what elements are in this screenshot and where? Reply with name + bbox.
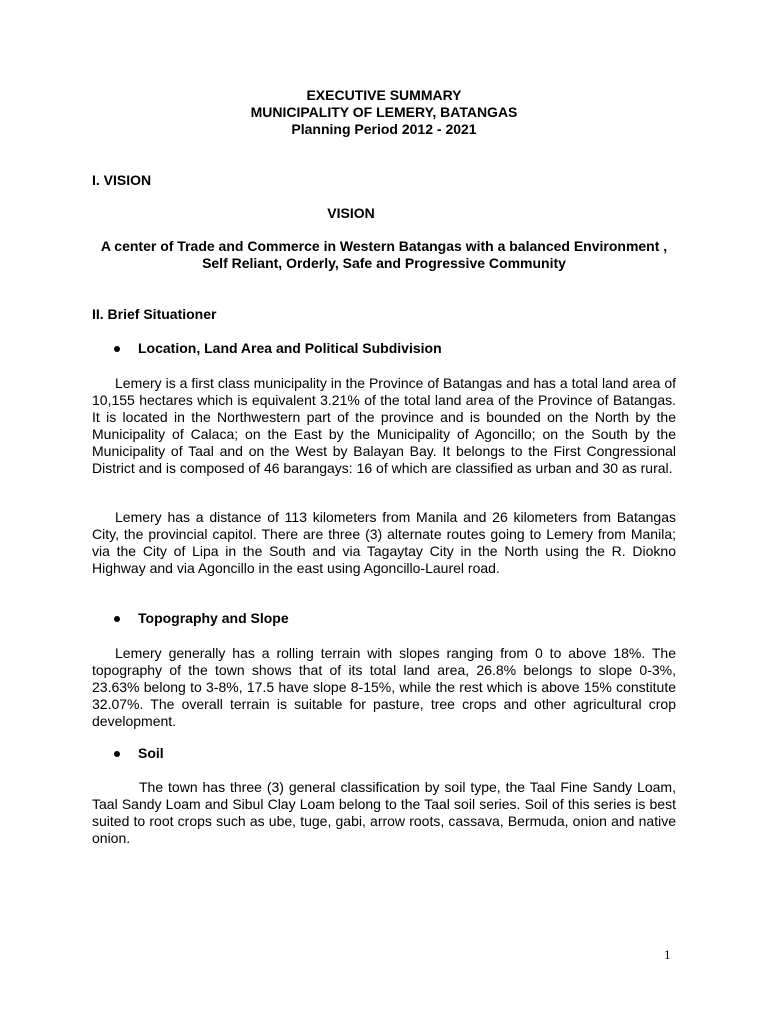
bullet-location (114, 340, 442, 357)
paragraph-soil: The town has three (3) general classification by soil type, the Taal Fine Sandy Loam, Taal Sandy Loam and Sibul Clay Loam belong to the Taal soil series. Soil of this series is best suited to root crops such as ube, tuge, gabi, arrow roots, cassava, Bermuda, onion and native onion. (92, 779, 676, 846)
document-title-block (0, 87, 768, 138)
bullet-soil (114, 745, 164, 762)
section-heading-vision: I. VISION (92, 172, 152, 188)
bullet-dot-icon (114, 751, 120, 757)
paragraph-location-1: Lemery is a first class municipality in the Province of Batangas and has a total land area of 10,155 hectares which is equivalent 3.21% of the total land area of the Province of Batangas. It is located in the Northwestern part of the province and is bounded on the North by the Municipality of Calaca; on the East by the Municipality of Agoncillo; on the South by the Municipality of Taal and on the West by Balayan Bay. It belongs to the First Congressional District and is composed of 46 barangays: 16 of which are classified as urban and 30 as rural. (92, 375, 676, 476)
bullet-location-label: Location, Land Area and Political Subdivision (138, 340, 442, 356)
title-line-municipality: MUNICIPALITY OF LEMERY, BATANGAS (250, 104, 518, 120)
bullet-soil-label: Soil (138, 745, 164, 761)
vision-statement: A center of Trade and Commerce in Western Batangas with a balanced Environment , Self Reliant, Orderly, Safe and Progressive Community (100, 238, 668, 271)
paragraph-location-2: Lemery has a distance of 113 kilometers from Manila and 26 kilometers from Batangas City, the provincial capitol. There are three (3) alternate routes going to Lemery from Manila; via the City of Lipa in the South and via Tagaytay City in the North using the R. Diokno Highway and via Agoncillo in the east using Agoncillo-Laurel road. (92, 509, 676, 576)
bullet-dot-icon (114, 616, 120, 622)
section-heading-brief-situationer: II. Brief Situationer (92, 306, 217, 322)
paragraph-topography: Lemery generally has a rolling terrain with slopes ranging from 0 to above 18%. The topography of the town shows that of its total land area, 26.8% belongs to slope 0-3%, 23.63% belong to 3-8%, 17.5 have slope 8-15%, while the rest which is above 15% constitute 32.07%. The overall terrain is suitable for pasture, tree crops and other agricultural crop development. (92, 645, 676, 729)
title-line-planning-period: Planning Period 2012 - 2021 (291, 121, 477, 137)
bullet-topography-label: Topography and Slope (138, 610, 289, 626)
bullet-dot-icon (114, 346, 120, 352)
title-line-executive-summary: EXECUTIVE SUMMARY (306, 87, 462, 103)
vision-label: VISION (327, 205, 375, 221)
bullet-topography (114, 610, 289, 627)
page-number: 1 (664, 947, 671, 962)
